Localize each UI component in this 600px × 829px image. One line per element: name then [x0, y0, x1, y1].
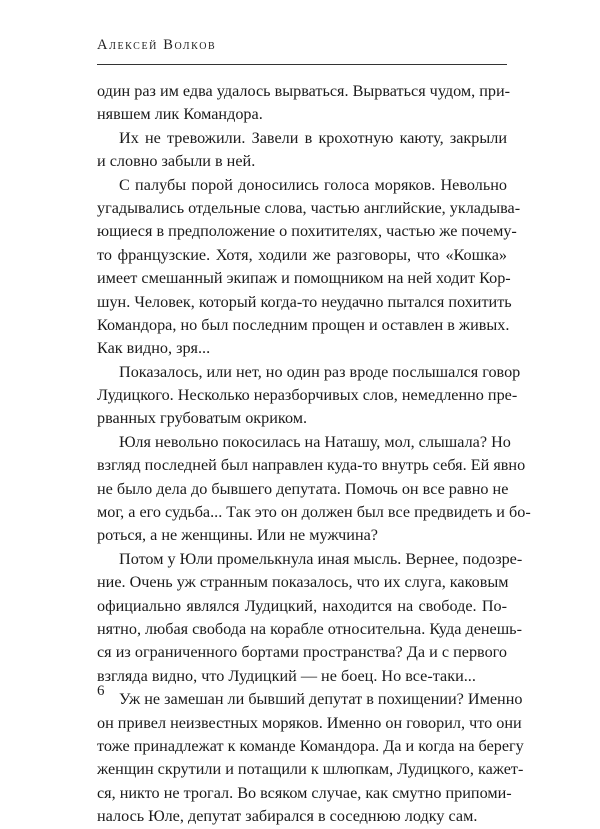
text-line: он привел неизвестных моряков. Именно он говорил, что они — [97, 713, 522, 732]
text-line: Как видно, зря... — [97, 339, 211, 358]
text-line: взгляда видно, что Лудицкий — не боец. Но все-таки... — [97, 666, 476, 685]
text-line: рванных грубоватым окриком. — [97, 409, 308, 428]
text-line: имеет смешанный экипаж и помощником на ней ходит Кор- — [97, 269, 511, 288]
text-line: Юля невольно покосилась на Наташу, мол, слышала? Но — [119, 432, 511, 451]
text-line: Уж не замешан ли бывший депутат в похищении? Именно — [119, 690, 523, 709]
text-line: и словно забыли в ней. — [97, 152, 256, 171]
text-line: один раз им едва удалось вырваться. Вырваться чудом, при- — [97, 82, 511, 100]
page-number: 6 — [97, 683, 105, 699]
text-line: взгляд последней был направлен куда-то внутрь себя. Ей явно — [97, 456, 526, 475]
text-line: Командора, но был последним прощен и оставлен в живых. — [97, 315, 510, 334]
text-line: официально являлся Лудицкий, находится на свободе. По- — [97, 596, 507, 615]
text-line: нятно, любая свобода на корабле относительна. Куда денешь- — [97, 619, 522, 638]
text-line: ся, никто не трогал. Во всяком случае, как смутно припоми- — [97, 783, 512, 802]
text-line: тоже принадлежат к команде Командора. Да и когда на берегу — [97, 736, 524, 755]
text-line: то французские. Хотя, ходили же разговоры, что «Кошка» — [97, 245, 507, 264]
text-line: не было дела до бывшего депутата. Помочь он все равно не — [97, 479, 509, 498]
text-line: Потом у Юли промелькнула иная мысль. Вернее, подозре- — [119, 549, 523, 568]
text-line: мог, а его судьба... Так это он должен был все предвидеть и бо- — [97, 503, 531, 522]
header-divider — [97, 64, 507, 65]
text-line: женщин скрутили и потащили к шлюпкам, Лудицкого, кажет- — [97, 760, 524, 779]
text-line: шун. Человек, который когда-то неудачно пытался похитить — [97, 292, 512, 311]
text-line: роться, а не женщины. Или не мужчина? — [97, 526, 378, 545]
running-header: Алексей Волков — [97, 37, 217, 53]
text-line: нявшем лик Командора. — [97, 105, 263, 124]
text-line: С палубы порой доносились голоса моряков. Невольно — [119, 175, 507, 194]
text-line: налось Юле, депутат забирался в соседнюю лодку сам. — [97, 807, 478, 826]
text-line: ся из ограниченного бортами пространства? Да и с первого — [97, 643, 507, 662]
text-line: Лудицкого. Несколько неразборчивых слов, немедленно пре- — [97, 386, 518, 405]
text-line: ющиеся в предположение о похитителях, частью же почему- — [97, 222, 517, 241]
text-line: Показалось, или нет, но один раз вроде послышался говор — [119, 362, 521, 381]
text-line: Их не тревожили. Завели в крохотную каюту, закрыли — [119, 128, 507, 147]
body-text — [97, 80, 531, 829]
text-line: ние. Очень уж странным показалось, что их слуга, каковым — [97, 573, 509, 592]
text-line: угадывались отдельные слова, частью английские, укладыва- — [97, 198, 521, 217]
